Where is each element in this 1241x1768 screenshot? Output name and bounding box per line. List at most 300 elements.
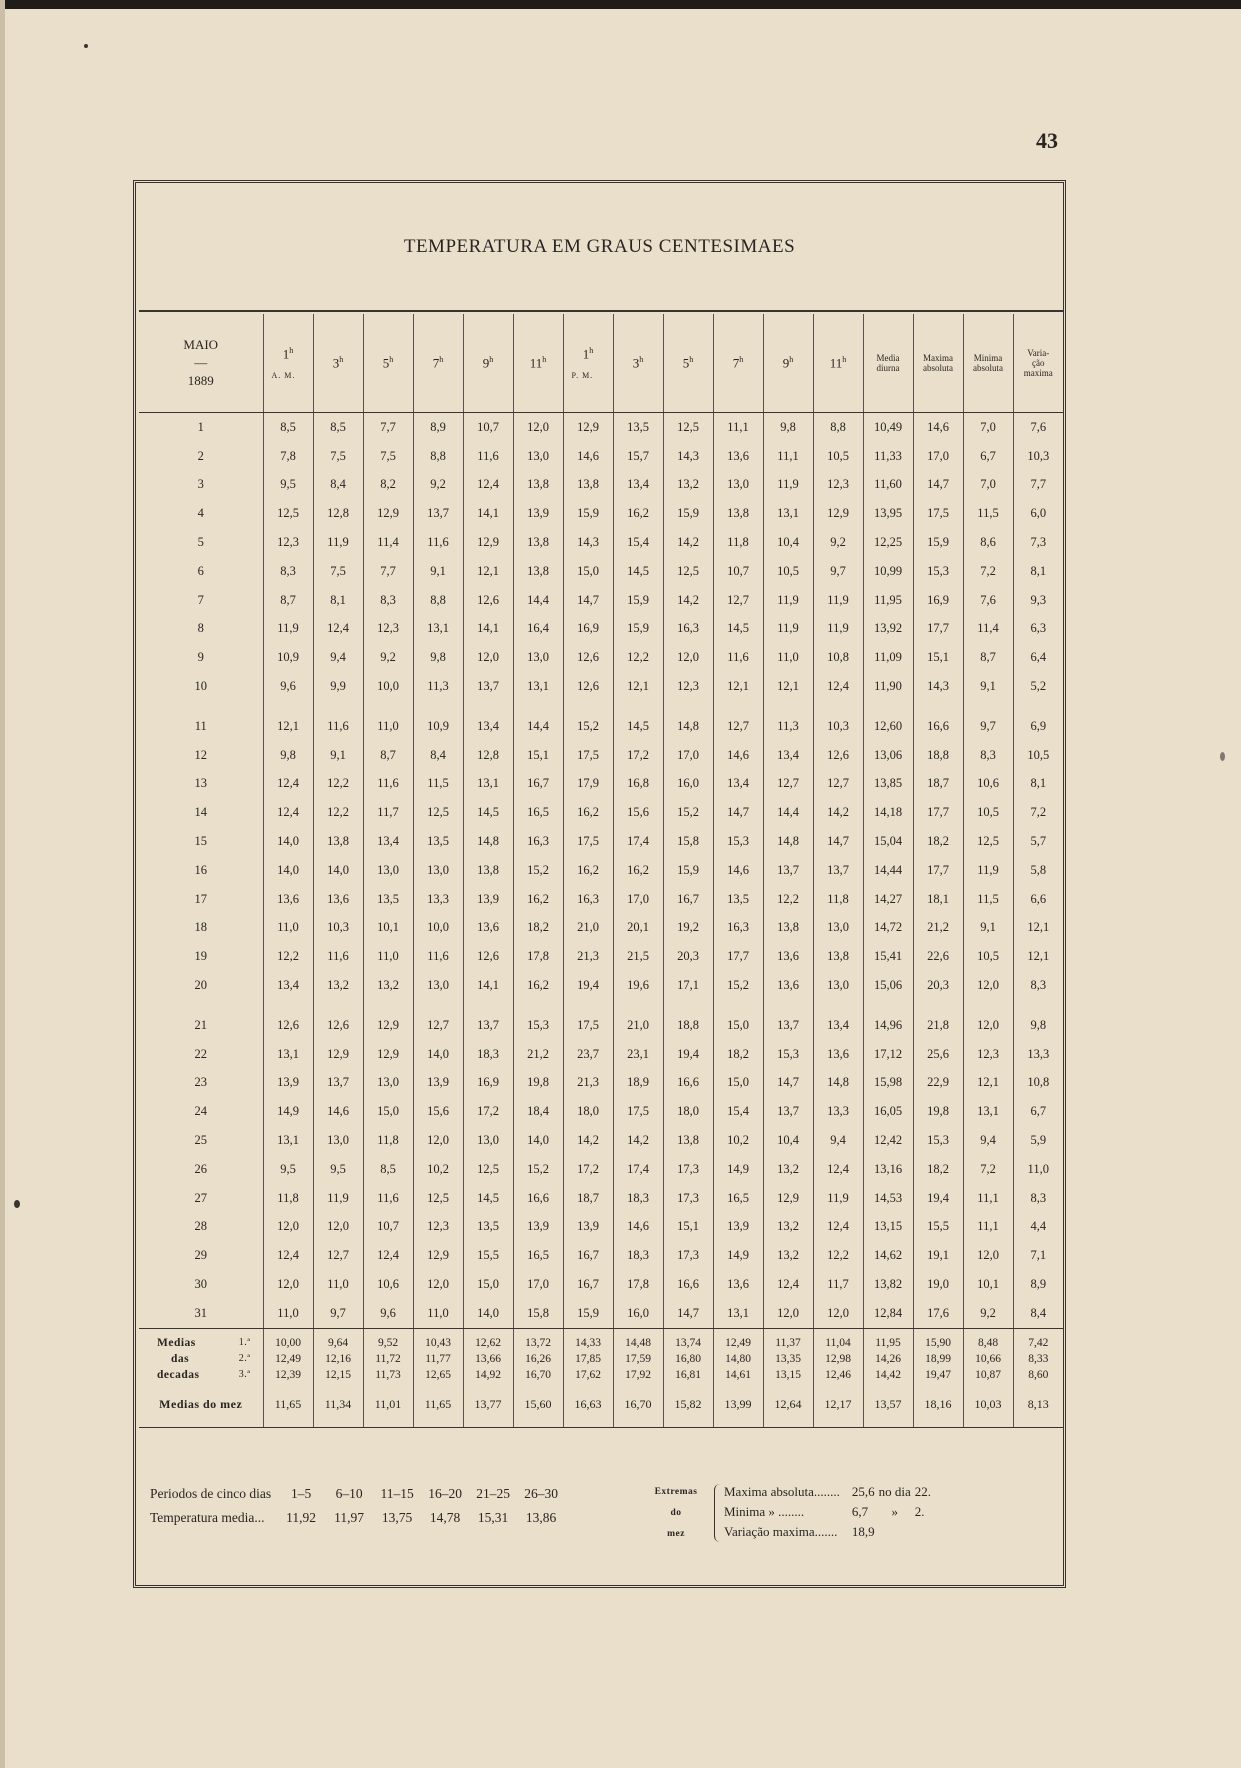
cell-value: 17,5 <box>563 1011 613 1040</box>
cell-value: 21,8 <box>913 1011 963 1040</box>
cell-value: 16,9 <box>563 615 613 644</box>
cell-value: 13,9 <box>563 1213 613 1242</box>
cell-value: 19,8 <box>913 1097 963 1126</box>
decade-gap <box>139 701 1063 712</box>
cell-value: 21,2 <box>513 1040 563 1069</box>
page-number: 43 <box>1036 128 1058 153</box>
day-number: 11 <box>194 718 207 733</box>
cell-value: 8,8 <box>413 442 463 471</box>
cell-value: 6,4 <box>1013 643 1063 672</box>
decade-mean-value: 9,64 <box>313 1328 363 1351</box>
cell-value: 13,3 <box>813 1097 863 1126</box>
day-number: 9 <box>197 650 204 665</box>
cell-value: 13,4 <box>463 712 513 741</box>
cell-value: 8,3 <box>963 741 1013 770</box>
cell-value: 18,0 <box>563 1097 613 1126</box>
cell-value: 15,9 <box>663 856 713 885</box>
cell-value: 9,3 <box>1013 586 1063 615</box>
cell-value: 16,7 <box>663 885 713 914</box>
hour-header: 9$^h$ <box>763 314 813 413</box>
cell-value: 8,4 <box>413 741 463 770</box>
cell-value: 14,0 <box>313 856 363 885</box>
cell-value: 9,6 <box>363 1299 413 1328</box>
cell-value: 14,0 <box>263 827 313 856</box>
cell-value: 14,3 <box>663 442 713 471</box>
cell-value: 17,2 <box>563 1155 613 1184</box>
day-row <box>139 741 1063 770</box>
cell-value: 10,2 <box>413 1155 463 1184</box>
cell-value: 9,1 <box>963 914 1013 943</box>
cell-value: 17,6 <box>913 1299 963 1328</box>
decade-mean-value: 12,62 <box>463 1328 513 1351</box>
cell-value: 14,4 <box>513 712 563 741</box>
cell-value: 9,9 <box>313 672 363 701</box>
day-row <box>139 1097 1063 1126</box>
cell-value: 13,2 <box>313 971 363 1000</box>
day-row <box>139 672 1063 701</box>
day-row <box>139 914 1063 943</box>
cell-value: 17,7 <box>713 942 763 971</box>
cell-value: 13,1 <box>763 499 813 528</box>
cell-value: 14,96 <box>863 1011 913 1040</box>
cell-value: 13,92 <box>863 615 913 644</box>
cell-value: 17,0 <box>613 885 663 914</box>
cell-value: 13,16 <box>863 1155 913 1184</box>
cell-value: 7,1 <box>1013 1241 1063 1270</box>
cell-value: 14,0 <box>513 1126 563 1155</box>
day-number: 31 <box>139 1299 263 1328</box>
cell-value: 7,5 <box>313 557 363 586</box>
day-number: 3 <box>197 477 204 492</box>
cell-value: 9,1 <box>963 672 1013 701</box>
decade-mean-row <box>139 1351 1063 1367</box>
cell-value: 18,0 <box>663 1097 713 1126</box>
cell-value: 8,9 <box>1013 1270 1063 1299</box>
day-row <box>139 1011 1063 1040</box>
cell-value: 11,3 <box>763 712 813 741</box>
cell-value: 18,3 <box>613 1184 663 1213</box>
cell-value: 14,3 <box>563 528 613 557</box>
cell-value: 14,1 <box>463 499 513 528</box>
day-row <box>139 1213 1063 1242</box>
cell-value: 16,2 <box>513 971 563 1000</box>
cell-value: 9,2 <box>813 528 863 557</box>
cell-value: 14,5 <box>463 1184 513 1213</box>
cell-value: 16,0 <box>663 770 713 799</box>
cell-value: 12,5 <box>413 1184 463 1213</box>
cell-value: 7,6 <box>963 586 1013 615</box>
cell-value: 12,7 <box>763 770 813 799</box>
cell-value: 12,9 <box>363 1011 413 1040</box>
day-number: 4 <box>197 506 204 521</box>
extreme-value: 25,6 <box>851 1484 875 1499</box>
day-number: 21 <box>194 1017 207 1032</box>
cell-value: 13,0 <box>713 471 763 500</box>
cell-value: 11,0 <box>413 1299 463 1328</box>
decade-mean-value: 14,80 <box>713 1351 763 1367</box>
cell-value: 17,2 <box>613 741 663 770</box>
cell-value: 8,5 <box>263 413 313 442</box>
cell-value: 10,2 <box>713 1126 763 1155</box>
extreme-value: 18,9 <box>851 1524 875 1539</box>
cell-value: 8,1 <box>1013 557 1063 586</box>
cell-value: 14,6 <box>913 413 963 442</box>
day-number: 27 <box>194 1190 207 1205</box>
cell-value: 7,0 <box>963 471 1013 500</box>
decade-mean-value: 12,49 <box>263 1351 313 1367</box>
cell-value: 9,4 <box>963 1126 1013 1155</box>
cell-value: 22,9 <box>913 1069 963 1098</box>
cell-value: 13,2 <box>763 1241 813 1270</box>
cell-value: 11,8 <box>363 1126 413 1155</box>
period-range: 1–5 <box>290 1486 312 1501</box>
cell-value: 16,7 <box>513 770 563 799</box>
cell-value: 8,2 <box>363 471 413 500</box>
paper-speck <box>14 1200 20 1208</box>
cell-value: 14,7 <box>713 798 763 827</box>
cell-value: 14,0 <box>463 1299 513 1328</box>
hour-header: 11$^h$ <box>513 314 563 413</box>
cell-value: 20,3 <box>663 942 713 971</box>
cell-value: 13,7 <box>463 672 513 701</box>
cell-value: 10,1 <box>963 1270 1013 1299</box>
month-mean-value: 18,16 <box>913 1383 963 1428</box>
cell-value: 13,0 <box>813 914 863 943</box>
cell-value: 23,1 <box>613 1040 663 1069</box>
cell-value: 12,9 <box>363 1040 413 1069</box>
month-mean-value: 13,99 <box>713 1383 763 1428</box>
cell-value: 12,4 <box>813 1213 863 1242</box>
cell-value: 14,0 <box>413 1040 463 1069</box>
decade-mean-value: 9,52 <box>363 1328 413 1351</box>
cell-value: 12,0 <box>663 643 713 672</box>
cell-value: 17,3 <box>663 1241 713 1270</box>
decade-mean-value: 14,26 <box>863 1351 913 1367</box>
cell-value: 12,4 <box>263 798 313 827</box>
cell-value: 7,5 <box>313 442 363 471</box>
cell-value: 12,2 <box>813 1241 863 1270</box>
pm-label: P. M. <box>571 370 594 380</box>
cell-value: 11,4 <box>963 615 1013 644</box>
decade-mean-value: 8,48 <box>963 1328 1013 1351</box>
cell-value: 8,7 <box>363 741 413 770</box>
day-number: 26 <box>194 1161 207 1176</box>
decade-mean-value: 12,16 <box>313 1351 363 1367</box>
cell-value: 16,8 <box>613 770 663 799</box>
day-row <box>139 885 1063 914</box>
cell-value: 14,2 <box>663 528 713 557</box>
cell-value: 15,8 <box>663 827 713 856</box>
cell-value: 17,8 <box>613 1270 663 1299</box>
title-rule <box>139 310 1063 312</box>
cell-value: 6,7 <box>1013 1097 1063 1126</box>
day-number: 23 <box>194 1075 207 1090</box>
decade-mean-value: 14,61 <box>713 1367 763 1383</box>
cell-value: 14,5 <box>463 798 513 827</box>
month-mean-value: 15,60 <box>513 1383 563 1428</box>
header-row <box>139 314 1063 413</box>
period-range: 16–20 <box>428 1486 462 1501</box>
extremes-label: mez <box>667 1529 685 1539</box>
extreme-day: 2. <box>914 1504 925 1519</box>
cell-value: 18,3 <box>613 1241 663 1270</box>
month-mean-value: 11,34 <box>313 1383 363 1428</box>
cell-value: 13,0 <box>363 856 413 885</box>
cell-value: 12,0 <box>263 1270 313 1299</box>
cell-value: 8,7 <box>263 586 313 615</box>
cell-value: 13,9 <box>263 1069 313 1098</box>
cell-value: 8,7 <box>963 643 1013 672</box>
cell-value: 11,33 <box>863 442 913 471</box>
cell-value: 23,7 <box>563 1040 613 1069</box>
cell-value: 13,7 <box>763 856 813 885</box>
cell-value: 15,1 <box>663 1213 713 1242</box>
minima-absoluta-header: Minima absoluta <box>963 314 1013 413</box>
cell-value: 14,1 <box>463 971 513 1000</box>
cell-value: 21,5 <box>613 942 663 971</box>
periods-label: Periodos de cinco dias <box>150 1486 272 1501</box>
period-temp: 14,78 <box>429 1510 461 1525</box>
cell-value: 13,9 <box>513 499 563 528</box>
cell-value: 13,4 <box>813 1011 863 1040</box>
day-number: 28 <box>194 1219 207 1234</box>
day-row <box>139 499 1063 528</box>
cell-value: 8,8 <box>413 586 463 615</box>
cell-value: 11,9 <box>763 615 813 644</box>
cell-value: 17,5 <box>563 741 613 770</box>
day-number: 10 <box>194 679 207 694</box>
cell-value: 16,0 <box>613 1299 663 1328</box>
cell-value: 13,2 <box>663 471 713 500</box>
cell-value: 11,3 <box>413 672 463 701</box>
cell-value: 12,4 <box>263 1241 313 1270</box>
cell-value: 12,5 <box>963 827 1013 856</box>
page-top-edge <box>0 0 1241 9</box>
cell-value: 7,2 <box>1013 798 1063 827</box>
cell-value: 11,1 <box>963 1184 1013 1213</box>
cell-value: 11,5 <box>413 770 463 799</box>
cell-value: 20,1 <box>613 914 663 943</box>
cell-value: 10,8 <box>813 643 863 672</box>
hour-header: 7$^h$ <box>713 314 763 413</box>
decade-mean-value: 16,81 <box>663 1367 713 1383</box>
cell-value: 17,0 <box>513 1270 563 1299</box>
variacao-maxima-header: Varia- ção maxima <box>1013 314 1063 413</box>
decades-label: decadas <box>157 1368 200 1381</box>
cell-value: 12,1 <box>963 1069 1013 1098</box>
period-temps-row <box>150 1506 565 1530</box>
cell-value: 12,1 <box>263 712 313 741</box>
cell-value: 13,7 <box>763 1097 813 1126</box>
cell-value: 10,5 <box>963 798 1013 827</box>
cell-value: 13,8 <box>463 856 513 885</box>
cell-value: 13,0 <box>363 1069 413 1098</box>
cell-value: 12,0 <box>463 643 513 672</box>
cell-value: 14,0 <box>263 856 313 885</box>
cell-value: 14,9 <box>713 1155 763 1184</box>
period-temp: 11,92 <box>286 1510 317 1525</box>
cell-value: 17,8 <box>513 942 563 971</box>
cell-value: 15,3 <box>913 557 963 586</box>
cell-value: 19,4 <box>663 1040 713 1069</box>
extremes-label: do <box>670 1508 682 1518</box>
month-mean-value: 11,65 <box>263 1383 313 1428</box>
cell-value: 16,3 <box>663 615 713 644</box>
day-row <box>139 770 1063 799</box>
cell-value: 10,4 <box>763 1126 813 1155</box>
cell-value: 12,8 <box>463 741 513 770</box>
cell-value: 13,6 <box>713 442 763 471</box>
cell-value: 10,5 <box>963 942 1013 971</box>
cell-value: 12,4 <box>263 770 313 799</box>
day-number: 25 <box>194 1133 207 1148</box>
cell-value: 11,6 <box>413 528 463 557</box>
cell-value: 15,3 <box>713 827 763 856</box>
cell-value: 21,3 <box>563 942 613 971</box>
cell-value: 25,6 <box>913 1040 963 1069</box>
cell-value: 12,5 <box>663 557 713 586</box>
cell-value: 10,6 <box>363 1270 413 1299</box>
cell-value: 15,9 <box>563 1299 613 1328</box>
cell-value: 9,5 <box>313 1155 363 1184</box>
cell-value: 10,7 <box>713 557 763 586</box>
cell-value: 7,7 <box>1013 471 1063 500</box>
cell-value: 14,5 <box>613 712 663 741</box>
hour-header: 11$^h$ <box>813 314 863 413</box>
cell-value: 13,7 <box>313 1069 363 1098</box>
cell-value: 12,8 <box>313 499 363 528</box>
day-number: 8 <box>197 621 204 636</box>
cell-value: 13,2 <box>763 1155 813 1184</box>
cell-value: 11,6 <box>313 942 363 971</box>
cell-value: 10,4 <box>763 528 813 557</box>
brace <box>714 1484 721 1542</box>
cell-value: 7,8 <box>263 442 313 471</box>
extreme-name: Maxima absoluta........ <box>724 1484 840 1499</box>
cell-value: 10,3 <box>313 914 363 943</box>
cell-value: 14,7 <box>913 471 963 500</box>
day-number: 30 <box>194 1277 207 1291</box>
cell-value: 17,2 <box>463 1097 513 1126</box>
cell-value: 11,60 <box>863 471 913 500</box>
cell-value: 14,3 <box>913 672 963 701</box>
cell-value: 8,3 <box>363 586 413 615</box>
hour-header: 1$^h$ A. M. <box>263 314 313 413</box>
cell-value: 14,2 <box>663 586 713 615</box>
decade-mean-value: 16,80 <box>663 1351 713 1367</box>
decade-mean-value: 10,87 <box>963 1367 1013 1383</box>
cell-value: 12,0 <box>413 1126 463 1155</box>
cell-value: 9,4 <box>813 1126 863 1155</box>
cell-value: 14,72 <box>863 914 913 943</box>
extreme-row <box>724 1502 935 1522</box>
cell-value: 13,0 <box>413 856 463 885</box>
cell-value: 16,7 <box>563 1241 613 1270</box>
month-mean-value: 12,17 <box>813 1383 863 1428</box>
decades-label: Medias <box>157 1336 196 1349</box>
cell-value: 13,8 <box>763 914 813 943</box>
extreme-suffix: no dia <box>878 1484 911 1499</box>
cell-value: 13,6 <box>263 885 313 914</box>
cell-value: 14,7 <box>663 1299 713 1328</box>
cell-value: 13,0 <box>513 643 563 672</box>
cell-value: 7,7 <box>363 413 413 442</box>
cell-value: 5,2 <box>1013 672 1063 701</box>
cell-value: 6,0 <box>1013 499 1063 528</box>
cell-value: 10,0 <box>413 914 463 943</box>
cell-value: 13,3 <box>1013 1040 1063 1069</box>
day-number: 15 <box>194 834 207 849</box>
month-mean-value: 15,82 <box>663 1383 713 1428</box>
cell-value: 13,5 <box>463 1213 513 1242</box>
decade-mean-value: 18,99 <box>913 1351 963 1367</box>
day-number: 12 <box>194 747 207 762</box>
cell-value: 11,9 <box>763 586 813 615</box>
cell-value: 13,82 <box>863 1270 913 1299</box>
decade-mean-value: 13,35 <box>763 1351 813 1367</box>
cell-value: 12,7 <box>313 1241 363 1270</box>
cell-value: 14,7 <box>563 586 613 615</box>
day-number: 2 <box>197 448 204 463</box>
cell-value: 8,3 <box>263 557 313 586</box>
decade-mean-value: 19,47 <box>913 1367 963 1383</box>
cell-value: 19,1 <box>913 1241 963 1270</box>
cell-value: 12,2 <box>313 798 363 827</box>
decade-mean-value: 16,26 <box>513 1351 563 1367</box>
cell-value: 14,44 <box>863 856 913 885</box>
cell-value: 8,1 <box>1013 770 1063 799</box>
day-number: 19 <box>194 949 207 964</box>
cell-value: 12,7 <box>713 712 763 741</box>
month-mean-value: 8,13 <box>1013 1383 1063 1428</box>
cell-value: 13,8 <box>813 942 863 971</box>
extreme-name: Variação maxima....... <box>724 1524 838 1539</box>
cell-value: 13,7 <box>413 499 463 528</box>
cell-value: 13,0 <box>813 971 863 1000</box>
day-row <box>139 1155 1063 1184</box>
cell-value: 13,6 <box>813 1040 863 1069</box>
cell-value: 13,4 <box>713 770 763 799</box>
cell-value: 13,0 <box>413 971 463 1000</box>
cell-value: 8,4 <box>313 471 363 500</box>
decade-gap <box>139 1000 1063 1011</box>
cell-value: 9,7 <box>813 557 863 586</box>
cell-value: 8,9 <box>413 413 463 442</box>
cell-value: 12,6 <box>463 586 513 615</box>
cell-value: 11,9 <box>263 615 313 644</box>
cell-value: 17,9 <box>563 770 613 799</box>
month-mean-value: 13,77 <box>463 1383 513 1428</box>
cell-value: 12,7 <box>413 1011 463 1040</box>
cell-value: 11,1 <box>763 442 813 471</box>
cell-value: 18,8 <box>663 1011 713 1040</box>
cell-value: 12,9 <box>463 528 513 557</box>
cell-value: 7,7 <box>363 557 413 586</box>
cell-value: 14,6 <box>713 856 763 885</box>
decade-mean-value: 14,42 <box>863 1367 913 1383</box>
cell-value: 11,0 <box>263 1299 313 1328</box>
day-row <box>139 827 1063 856</box>
day-row <box>139 442 1063 471</box>
cell-value: 15,2 <box>563 712 613 741</box>
cell-value: 14,4 <box>763 798 813 827</box>
cell-value: 13,85 <box>863 770 913 799</box>
cell-value: 12,3 <box>663 672 713 701</box>
month-dash: — <box>194 355 208 370</box>
cell-value: 18,8 <box>913 741 963 770</box>
day-number: 18 <box>194 920 207 935</box>
decade-mean-value: 15,90 <box>913 1328 963 1351</box>
